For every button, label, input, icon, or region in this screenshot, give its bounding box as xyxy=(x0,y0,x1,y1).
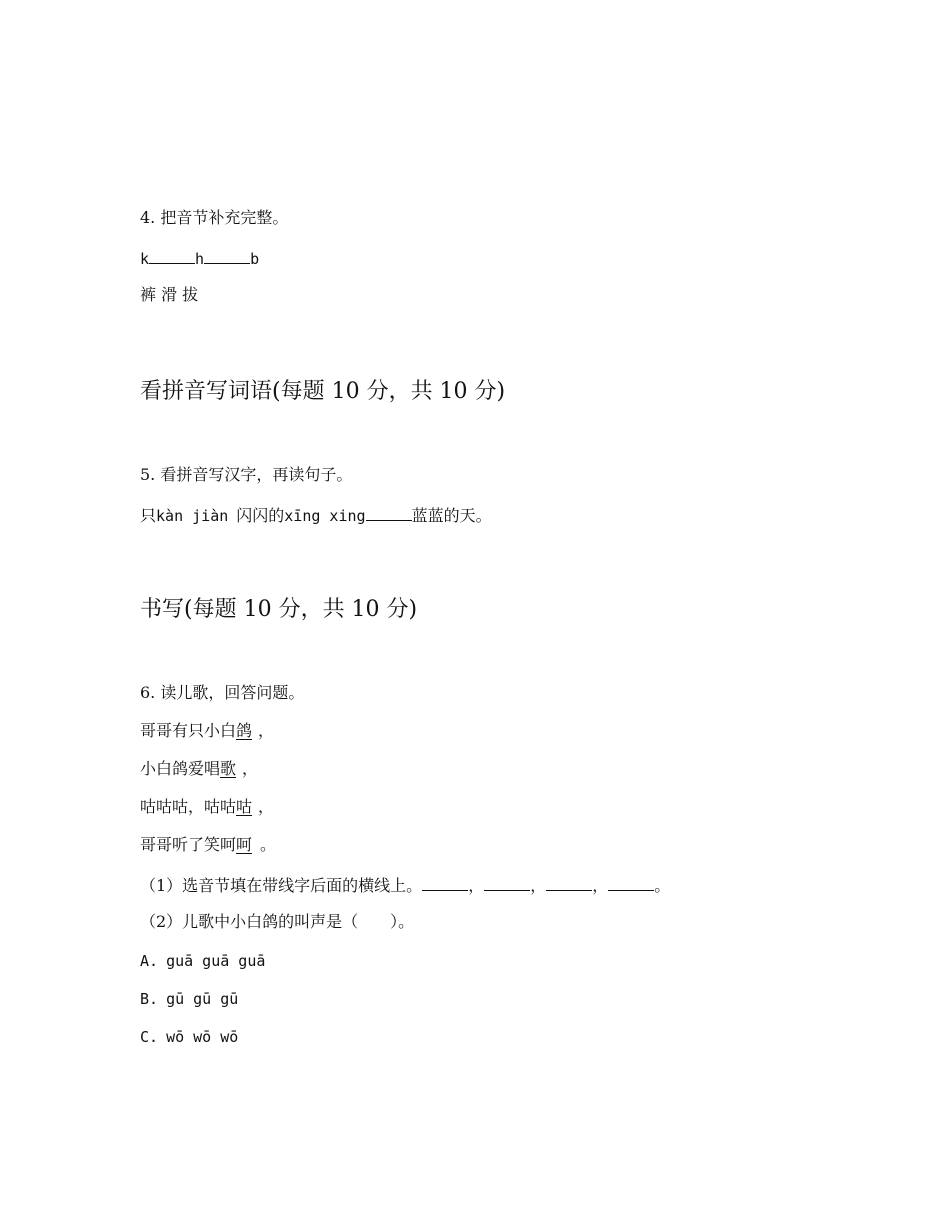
answer-blank[interactable] xyxy=(484,874,530,891)
option-c[interactable] xyxy=(140,1027,238,1047)
underlined-char: 咕 xyxy=(236,797,253,816)
option-a[interactable] xyxy=(140,951,265,971)
answer-blank[interactable] xyxy=(149,247,195,264)
answer-blank[interactable] xyxy=(608,874,654,891)
poem-line-3: 咕咕咕，咕咕咕 ， xyxy=(140,797,275,816)
section-heading-pinyin: 看拼音写词语(每题 10 分，共 10 分) xyxy=(140,379,506,404)
question-4-characters: 裤 滑 拔 xyxy=(140,285,199,304)
option-label: A. xyxy=(140,952,159,970)
question-5-prompt: 5. 看拼音写汉字，再读句子。 xyxy=(140,465,353,484)
poem-line-4: 哥哥听了笑呵呵 。 xyxy=(140,835,277,854)
option-text: guā guā guā xyxy=(166,952,266,970)
question-6-prompt: 6. 读儿歌，回答问题。 xyxy=(140,683,305,702)
underlined-char: 歌 xyxy=(220,759,237,778)
answer-blank[interactable] xyxy=(546,874,592,891)
underlined-char: 鸽 xyxy=(236,721,253,740)
sentence-text: 只 xyxy=(140,506,157,525)
section-heading-writing: 书写(每题 10 分，共 10 分) xyxy=(140,597,418,622)
option-label: B. xyxy=(140,990,159,1008)
pinyin-xing-xing: xīng xing xyxy=(284,507,366,525)
sentence-text: 蓝蓝的天。 xyxy=(411,506,492,525)
sentence-text: 闪闪的 xyxy=(236,506,285,525)
answer-blank[interactable] xyxy=(422,874,468,891)
question-6-sub2: （2）儿歌中小白鸽的叫声是（ ）。 xyxy=(140,912,415,931)
pinyin-kan-jian: kàn jiàn xyxy=(156,507,229,525)
initial-b: b xyxy=(250,250,260,268)
initial-h: h xyxy=(195,250,205,268)
answer-blank[interactable] xyxy=(204,247,250,264)
question-5-sentence xyxy=(140,504,492,526)
option-b[interactable] xyxy=(140,989,238,1009)
underlined-char: 呵 xyxy=(236,835,253,854)
question-4-prompt: 4. 把音节补充完整。 xyxy=(140,208,289,227)
poem-line-1: 哥哥有只小白鸽 ， xyxy=(140,721,275,740)
question-4-syllables xyxy=(140,247,259,269)
question-6-sub1: （1）选音节填在带线字后面的横线上。 ， ， ， 。 xyxy=(140,876,671,895)
option-label: C. xyxy=(140,1028,159,1046)
option-text: wō wō wō xyxy=(166,1028,239,1046)
answer-blank[interactable] xyxy=(366,504,412,521)
initial-k: k xyxy=(140,250,150,268)
option-text: gū gū gū xyxy=(166,990,239,1008)
poem-line-2: 小白鸽爱唱歌 ， xyxy=(140,759,259,778)
